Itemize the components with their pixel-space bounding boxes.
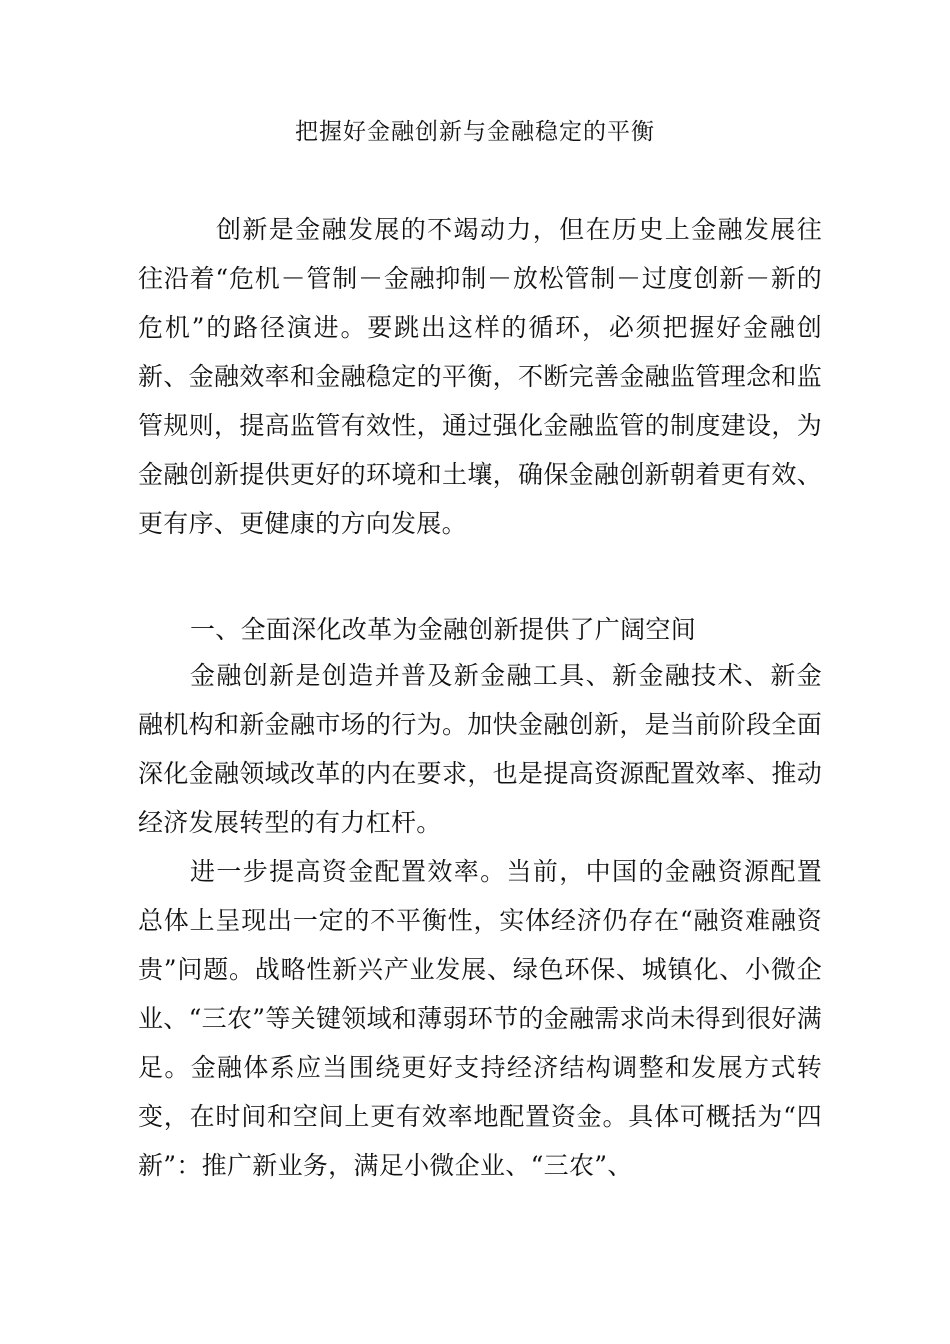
section-heading: 一、全面深化改革为金融创新提供了广阔空间 bbox=[190, 615, 697, 644]
intro-paragraph: 创新是金融发展的不竭动力，但在历史上金融发展往往沿着“危机－管制－金融抑制－放松管制－过度创新－新的危机”的路径演进。要跳出这样的循环，必须把握好金融创新、金融效率和金融稳定的平衡，不断完善金融监管理念和监管规则，提高监管有效性，通过强化金融监管的制度建设，为金融创新提供更好的环境和土壤，确保金融创新朝着更有效、更有序、更健康的方向发展。 bbox=[138, 215, 822, 538]
section-paragraph-2: 进一步提高资金配置效率。当前，中国的金融资源配置总体上呈现出一定的不平衡性，实体经济仍存在“融资难融资贵”问题。战略性新兴产业发展、绿色环保、城镇化、小微企业、“三农”等关键领域和薄弱环节的金融需求尚未得到很好满足。金融体系应当围绕更好支持经济结构调整和发展方式转变，在时间和空间上更有效率地配置资金。具体可概括为“四新”：推广新业务，满足小微企业、“三农”、 bbox=[138, 857, 822, 1180]
document-title: 把握好金融创新与金融稳定的平衡 bbox=[295, 119, 655, 145]
section-paragraph-1: 金融创新是创造并普及新金融工具、新金融技术、新金融机构和新金融市场的行为。加快金融创新，是当前阶段全面深化金融领域改革的内在要求，也是提高资源配置效率、推动经济发展转型的有力杠杆。 bbox=[138, 661, 822, 837]
